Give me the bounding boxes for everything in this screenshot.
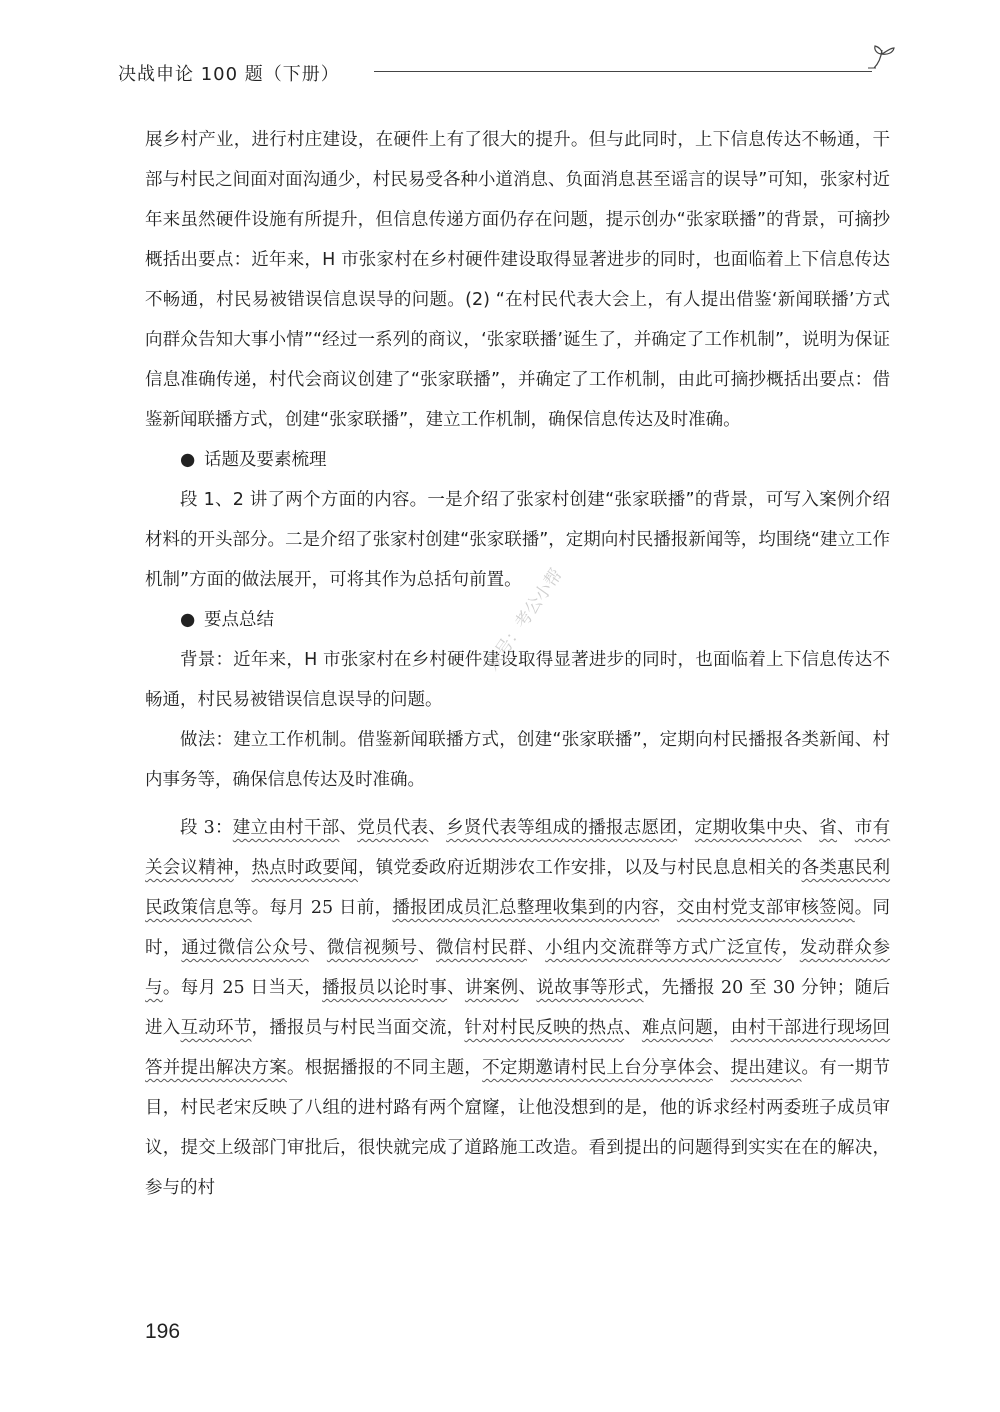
watermark: 众号：考公小帮: [482, 565, 567, 675]
text-run: 、: [428, 818, 447, 838]
paragraph-topic-analysis: 段 1、2 讲了两个方面的内容。一是介绍了张家村创建“张家联播”的背景，可写入案例介绍材料的开头部分。二是介绍了张家村创建“张家联播”，定期向村民播报新闻等，均围绕“建立工作机制”方面的做法展开，可将其作为总括句前置。: [145, 490, 890, 590]
section-heading-topic: [145, 440, 890, 480]
underlined-phrase: 针对村民反映的热点: [464, 1018, 625, 1038]
text-run: 、: [417, 938, 436, 958]
text-run: 、: [526, 938, 546, 958]
paragraph-segment-3: [145, 808, 890, 1208]
text-run: 。有一期节目，村民老宋反映了八组的进村路有两个窟窿，让他没想到的是，他的诉求经村两委班子成员审议，提交上级部门审批后，很快就完成了道路施工改造。看到提出的问题得到实实在在的解决，参与的村: [145, 1058, 891, 1198]
underlined-phrase: 定期收集中央: [694, 818, 802, 838]
text-run: 、: [837, 818, 855, 838]
underlined-phrase: 市有关会议精神: [145, 818, 891, 878]
header-rule: [374, 71, 872, 72]
sprout-icon: [868, 42, 898, 74]
text-run: 。根据播报的不同主题，: [286, 1058, 483, 1078]
section-heading-label: 话题及要素梳理: [204, 450, 327, 470]
text-run: 、: [801, 818, 820, 838]
text-run: 。同时，: [145, 898, 891, 958]
text-run: 段 3：: [180, 818, 233, 838]
text-run: 、: [308, 938, 327, 958]
text-run: 、: [624, 1018, 642, 1038]
page-number: 196: [145, 1320, 181, 1343]
text-run: ，先播报 20 至 30 分钟；随后进入: [145, 978, 891, 1038]
section-heading-label: 要点总结: [204, 610, 275, 630]
underlined-phrase: 省: [819, 818, 838, 838]
paragraph-methods: 做法：建立工作机制。借鉴新闻联播方式，创建“张家联播”，定期向村民播报各类新闻、村内事务等，确保信息传达及时准确。: [145, 730, 890, 790]
underlined-phrase: 党员代表: [357, 818, 429, 838]
underlined-phrase: 互动环节: [180, 1018, 252, 1038]
underlined-phrase: 通过微信公众号: [181, 938, 309, 958]
bullet-dot-icon: ●: [180, 610, 196, 630]
text-run: 、: [447, 978, 465, 998]
underlined-phrase: 发动群众参与: [145, 938, 890, 998]
text-run: 。每月 25 日当天，: [162, 978, 323, 998]
text-run: ，: [233, 858, 252, 878]
underlined-phrase: 讲案例: [464, 978, 519, 998]
paragraph-background: 背景：近年来，H 市张家村在乡村硬件建设取得显著进步的同时，也面临着上下信息传达不畅通，村民易被错误信息误导的问题。: [145, 650, 890, 710]
underlined-phrase: 小组内交流群等方式广泛宣传: [545, 938, 782, 958]
text-run: 、: [712, 1058, 731, 1078]
text-run: 、: [518, 978, 537, 998]
text-run: ，播报员与村民当面交流，: [251, 1018, 465, 1038]
underlined-phrase: 不定期邀请村民上台分享体会: [482, 1058, 713, 1078]
page-body: [145, 120, 890, 1208]
text-run: ，: [677, 818, 695, 838]
text-run: ，: [712, 1018, 731, 1038]
text-run: ，镇党委政府近期涉农工作安排，以及与村民息息相关的: [357, 858, 802, 878]
paragraph-continued: 展乡村产业，进行村庄建设，在硬件上有了很大的提升。但与此同时，上下信息传达不畅通，干部与村民之间面对面沟通少，村民易受各种小道消息、负面消息甚至谣言的误导”可知，张家村近年来虽然硬件设施有所提升，但信息传递方面仍存在问题，提示创办“张家联播”的背景，可摘抄概括出要点：近年来，H 市张家村在乡村硬件建设取得显著进步的同时，也面临着上下信息传达不畅通，村民易被错误信息误导的问题。(2) “在村民代表大会上，有人提出借鉴‘新闻联播’方式向群众告知大事小情”“经过一系列的商议，‘张家联播’诞生了，并确定了工作机制”，说明为保证信息准确传递，村代会商议创建了“张家联播”，并确定了工作机制，由此可摘抄概括出要点：借鉴新闻联播方式，创建“张家联播”，建立工作机制，确保信息传达及时准确。: [145, 130, 890, 430]
underlined-phrase: 乡贤代表等组成的播报志愿团: [446, 818, 678, 838]
underlined-phrase: 难点问题: [641, 1018, 713, 1038]
underlined-phrase: 播报团成员汇总整理收集到的内容: [392, 898, 660, 918]
text-run: 。每月 25 日前，: [251, 898, 393, 918]
underlined-phrase: 微信村民群: [436, 938, 527, 958]
book-title: 决战申论 100 题（下册）: [118, 64, 340, 85]
underlined-phrase: 热点时政要闻: [251, 858, 358, 878]
underlined-phrase: 播报员以论时事: [322, 978, 448, 998]
underlined-phrase: 各类惠民利民政策信息等: [145, 858, 891, 918]
underlined-phrase: 由村干部进行现场回答并提出解决方案: [145, 1018, 891, 1078]
underlined-phrase: 建立由村干部: [232, 818, 340, 838]
underlined-phrase: 说故事等形式: [536, 978, 644, 998]
text-run: 、: [339, 818, 358, 838]
underlined-phrase: 微信视频号: [326, 938, 418, 958]
underlined-phrase: 交由村党支部审核签阅: [676, 898, 855, 918]
text-run: ，: [659, 898, 677, 918]
running-header: [118, 56, 898, 96]
bullet-dot-icon: ●: [180, 450, 196, 470]
text-run: ，: [781, 938, 800, 958]
underlined-phrase: 提出建议: [730, 1058, 802, 1078]
